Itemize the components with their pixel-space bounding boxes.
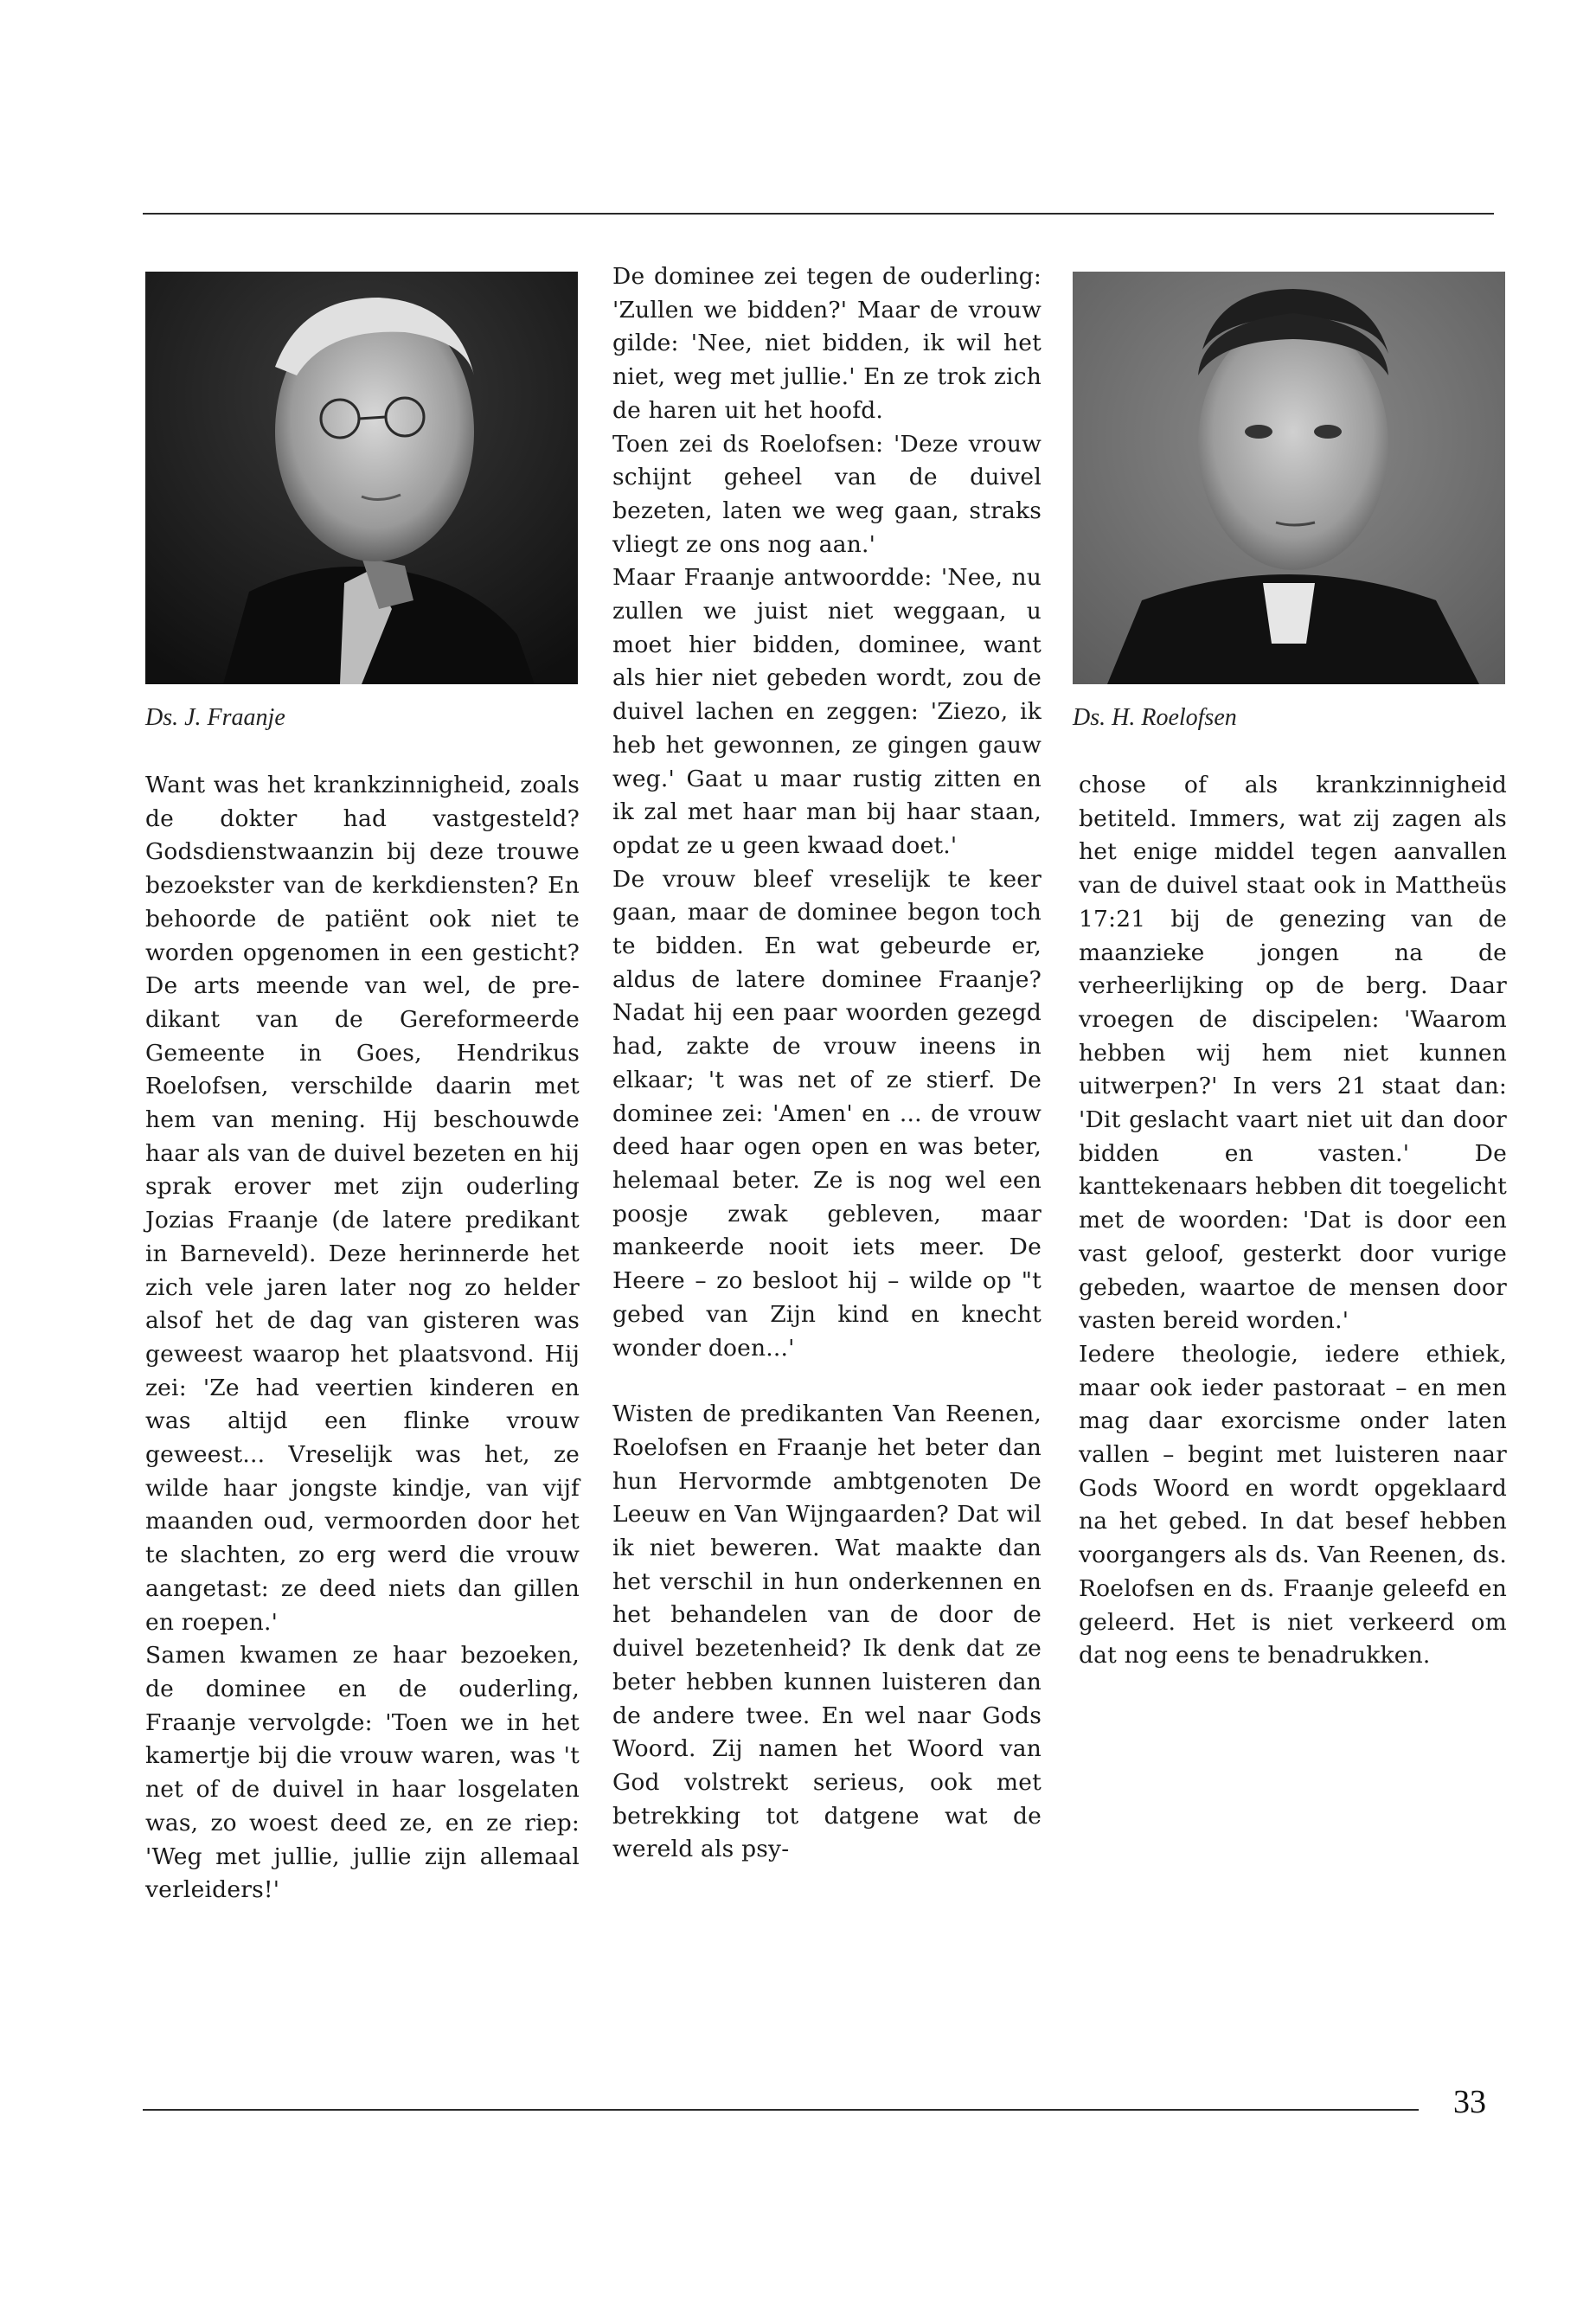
paragraph: De vrouw bleef vreselijk te keer gaan, maar de dominee begon toch te bidden. En wat gebeurde er, aldus de latere dominee Fraanje? Nadat hij een paar woorden gezegd had, zakte de vrouw ineens in elkaar; 't was net of ze stierf. De dominee zei: 'Amen' en ... de vrouw deed haar ogen open en was beter, helemaal beter. Ze is nog wel een poosje zwak gebleven, maar mankeerde nooit iets meer. De Heere – zo besloot hij – wilde op "t gebed van Zijn kind en knecht wonder doen...' (612, 865, 1042, 1362)
portrait-fraanje (145, 272, 578, 684)
portrait-photo-icon (1073, 272, 1505, 684)
text-column-1 (145, 769, 580, 1907)
paragraph: Want was het krankzinnigheid, zoals de dokter had vastgesteld? Godsdienstwaanzin bij deze trouwe bezoekster van de kerkdiensten? En behoorde de patiënt ook niet te worden opgenomen in een gesticht? De arts meende van wel, de predikant van de Gereformeerde Gemeente in Goes, Hendrikus Roelofsen, verschilde daarin met hem van mening. Hij beschouwde haar als van de duivel bezeten en hij sprak erover met zijn ouderling Jozias Fraanje (de latere predikant in Barneveld). Deze herinnerde het zich vele jaren later nog zo helder alsof het de dag van gisteren was geweest waarop het plaatsvond. Hij zei: 'Ze had veertien kinderen en was altijd een flinke vrouw geweest... Vreselijk was het, ze wilde haar jongste kindje, van vijf maanden oud, vermoorden door het te slachten, zo erg werd die vrouw aangetast: ze deed niets dan gillen en roepen.' (145, 772, 580, 1636)
text-column-2 (612, 260, 1042, 1867)
caption-fraanje: Ds. J. Fraanje (145, 704, 285, 731)
paragraph: Wisten de predikanten Van Reenen, Roelofsen en Fraanje het beter dan hun Hervormde ambtgenoten De Leeuw en Van Wijngaarden? Dat wil ik niet beweren. Wat maakte dan het verschil in hun onderkennen en het behandelen van de door de duivel bezetenheid? Ik denk dat ze beter hebben kunnen luisteren dan de andere twee. En wel naar Gods Woord. Zij namen het Woord van God volstrekt serieus, ook met betrekking tot datgene wat de wereld als psy- (612, 1400, 1042, 1863)
top-rule (143, 213, 1494, 215)
paragraph: Toen zei ds Roelofsen: 'Deze vrouw schijnt geheel van de duivel bezeten, laten we weg gaan, straks vliegt ze ons nog aan.' (612, 430, 1042, 558)
text-column-3 (1079, 769, 1507, 1673)
paragraph: De dominee zei tegen de ouderling: 'Zullen we bidden?' Maar de vrouw gilde: 'Nee, niet bidden, ik wil het niet, weg met jullie.' En ze trok zich de haren uit het hoofd. (612, 263, 1042, 424)
paragraph: chose of als krankzinnigheid betiteld. Immers, wat zij zagen als het enige middel tegen aanvallen van de duivel staat ook in Mattheüs 17:21 bij de genezing van de maanzieke jongen na de verheerlijking op de berg. Daar vroegen de discipelen: 'Waarom hebben wij hem niet kunnen uitwerpen?' In vers 21 staat dan: 'Dit geslacht vaart niet uit dan door bidden en vasten.' De kanttekenaars hebben dit toegelicht met de woorden: 'Dat is door een vast geloof, gesterkt door vurige gebeden, waartoe de mensen door vasten bereid worden.' (1079, 772, 1507, 1335)
paragraph: Iedere theologie, iedere ethiek, maar ook ieder pastoraat – en men mag daar exorcisme onder laten vallen – begint met luisteren naar Gods Woord en wordt opgeklaard na het gebed. In dat besef hebben voorgangers als ds. Van Reenen, ds. Roelofsen en ds. Fraanje geleefd en geleerd. Het is niet verkeerd om dat nog eens te benadrukken. (1079, 1340, 1507, 1670)
bottom-rule (143, 2109, 1419, 2111)
portrait-roelofsen (1073, 272, 1505, 684)
paragraph: Maar Fraanje antwoordde: 'Nee, nu zullen we juist niet weggaan, u moet hier bidden, dominee, want als hier niet gebeden wordt, zou de duivel lachen en zeggen: 'Ziezo, ik heb het gewonnen, ze gingen gauw weg.' Gaat u maar rustig zitten en ik zal met haar man bij haar staan, opdat ze u geen kwaad doet.' (612, 564, 1042, 859)
paragraph: Samen kwamen ze haar bezoeken, de dominee en de ouderling, Fraanje vervolgde: 'Toen we in het kamertje bij die vrouw waren, was 't net of de duivel in haar losgelaten was, zo woest deed ze, en ze riep: 'Weg met jullie, jullie zijn allemaal verleiders!' (145, 1642, 580, 1904)
portrait-photo-icon (145, 272, 578, 684)
page-number: 33 (1453, 2084, 1486, 2120)
caption-roelofsen: Ds. H. Roelofsen (1073, 704, 1237, 731)
